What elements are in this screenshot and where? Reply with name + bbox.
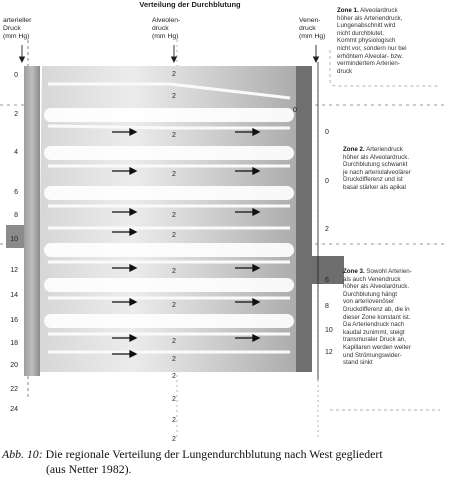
alveolar-header-line: druck <box>152 25 169 32</box>
zone-line: Druckdifferenz und ist <box>343 176 403 184</box>
arterial-tick-label: 24 <box>10 406 18 413</box>
alveolar-arrow-icon <box>172 57 177 62</box>
alveolar-pressure-value: 2 <box>172 171 176 178</box>
venous-vessel <box>296 66 312 372</box>
zone-line: vermindertem Arterien- <box>337 60 400 68</box>
alveolar-pressure-value: 2 <box>172 302 176 309</box>
arterial-tick-label: 4 <box>14 149 18 156</box>
alveolar-pressure-value: 2 <box>172 268 176 275</box>
zone3-description <box>343 268 449 367</box>
arterial-tick-label: 12 <box>10 267 18 274</box>
zone-line: Arteriendruck <box>366 146 403 153</box>
arterial-tick-label: 0 <box>14 72 18 79</box>
venous-tick-label: 12 <box>325 349 333 356</box>
zone-line: Alveolardruck <box>360 7 398 14</box>
zone-line: kaudal zunimmt, steigt <box>343 328 405 336</box>
zone-line: je nach arteriolalveolärer <box>343 168 411 176</box>
arterial-arrow-icon <box>20 57 25 62</box>
zone-line: stand sinkt <box>343 359 373 367</box>
zone-line: transmuraler Druck an, <box>343 336 406 344</box>
zone3-title: Zone 3. <box>343 268 365 275</box>
zone-line: Durchblutung schwankt <box>343 161 408 169</box>
zone-line: erhöhtem Alveolar- bzw. <box>337 52 404 60</box>
alveolar-pressure-value: 2 <box>172 132 176 139</box>
arterial-tick-label: 6 <box>14 189 18 196</box>
alveolar-pressure-value: 2 <box>172 356 176 363</box>
arterial-header-line: arterieller <box>3 17 32 24</box>
alveolar-pressure-value: 2 <box>172 396 176 403</box>
caption-text: Die regionale Verteilung der Lungendurchblutung nach West gegliedert <box>45 447 383 461</box>
zone-line: Druckdifferenz ab, die in <box>343 305 410 313</box>
arterial-tick-label: 16 <box>10 317 18 324</box>
zone-line: Lungenabschnitt wird <box>337 22 396 30</box>
arterial-tick-label: 22 <box>10 386 18 393</box>
venous-header-line: Venen- <box>299 17 321 24</box>
zone-line: und Strömungswider- <box>343 351 402 359</box>
venous-tick-label: 8 <box>325 303 329 310</box>
zone2-title: Zone 2. <box>343 146 365 153</box>
zone-line: Da Arteriendruck nach <box>343 321 405 329</box>
alveolar-pressure-value: 2 <box>172 232 176 239</box>
venous-tick-label: 10 <box>325 327 333 334</box>
figure-caption <box>2 447 448 477</box>
caption-label: Abb. 10: <box>2 447 43 461</box>
venous-arrow-icon <box>314 57 319 62</box>
arterial-header-line: (mm Hg) <box>3 33 30 40</box>
alveolar-header-line: Alveolen- <box>152 17 181 24</box>
zone-line: nicht durchblutet. <box>337 29 385 37</box>
zone-line: druck <box>337 67 353 75</box>
venous-tick-label: 2 <box>325 226 329 233</box>
alveolar-header-line: (mm Hg) <box>152 33 179 40</box>
zone-line: Durchblutung hängt <box>343 290 398 298</box>
arterial-tick-label: 18 <box>10 340 18 347</box>
alveolar-pressure-value: 2 <box>172 436 176 443</box>
alveolar-pressure-value: 2 <box>172 417 176 424</box>
arterial-tick-label: 2 <box>14 111 18 118</box>
diagram-title: Verteilung der Durchblutung <box>139 0 241 9</box>
arterial-tick-label: 8 <box>14 212 18 219</box>
zone-line: von arteriovenöser <box>343 298 395 306</box>
arterial-tick-label: 10 <box>10 236 18 243</box>
zone2-description <box>343 146 449 192</box>
zone-line: nicht vor, sondern nur bei <box>337 44 407 52</box>
venous-tick-label: 6 <box>325 277 329 284</box>
zone1-description <box>337 7 449 75</box>
alveolar-pressure-value: 2 <box>172 212 176 219</box>
alveolar-pressure-value: 2 <box>172 338 176 345</box>
venous-tick-label: 0 <box>325 178 329 185</box>
zone-line: Sowohl Arterien- <box>366 268 412 275</box>
zone-line: Kapillaren werden weiter <box>343 343 411 351</box>
zone-line: basal stärker als apikal <box>343 183 406 191</box>
alveolar-pressure-value: 2 <box>172 71 176 78</box>
zone-line: höher als Alveolardruck. <box>343 153 410 161</box>
zone-line: Kommt physiologisch <box>337 37 396 45</box>
venous-header-line: (mm Hg) <box>299 33 326 40</box>
zone-line: höher als Alveolardruck. <box>343 283 410 291</box>
alveolar-pressure-value: 2 <box>172 373 176 380</box>
zone-line: höher als Arteriendruck, <box>337 14 403 22</box>
venous-header-line: druck <box>299 25 316 32</box>
venous-tick-label: 0 <box>325 129 329 136</box>
zone-line: dieser Zone konstant ist. <box>343 313 411 321</box>
arterial-tick-label: 14 <box>10 292 18 299</box>
arterial-tick-label: 20 <box>10 362 18 369</box>
zone1-title: Zone 1. <box>337 7 359 14</box>
venous-tick-label: 0 <box>293 107 297 114</box>
zone-line: als auch Venendruck <box>343 275 401 283</box>
alveolar-pressure-value: 2 <box>172 93 176 100</box>
arterial-header-line: Druck <box>3 25 21 32</box>
arterial-vessel <box>24 66 40 376</box>
caption-source: (aus Netter 1982). <box>46 462 132 476</box>
